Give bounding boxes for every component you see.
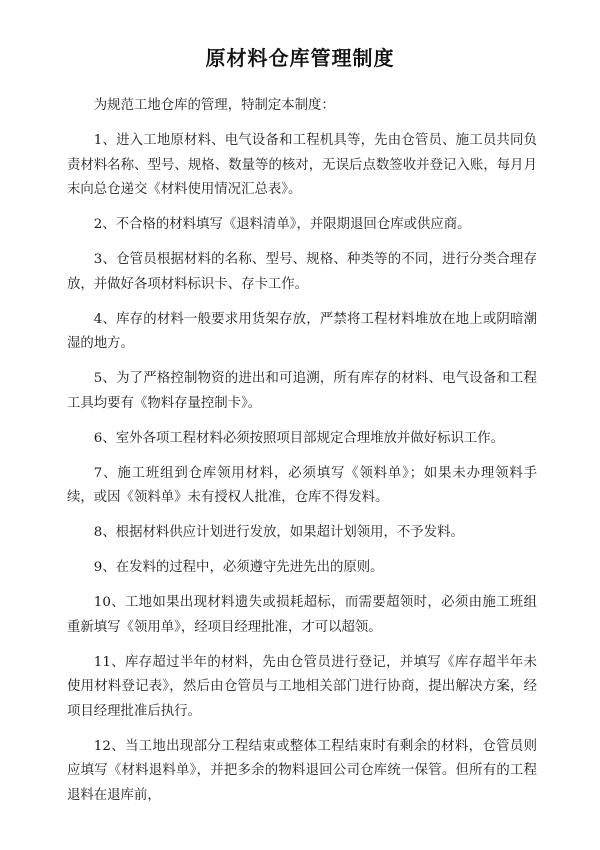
rule-paragraph-1: 1、进入工地原材料、电气设备和工程机具等，先由仓管员、施工员共同负责材料名称、型号、规格、数量等的核对，无误后点数签收并登记入账，每月月末向总仓递交《材料使用情况汇总表》。	[67, 133, 537, 197]
intro-paragraph: 为规范工地仓库的管理，特制定本制度：	[93, 98, 335, 113]
rule-paragraph-8: 8、根据材料供应计划进行发放，如果超计划领用，不予发料。	[93, 525, 464, 540]
rule-paragraph-7: 7、施工班组到仓库领用材料，必须填写《领料单》；如果未办理领料手续，或因《领料单》未有授权人批准，仓库不得发料。	[67, 465, 537, 505]
document-body	[67, 94, 537, 819]
rule-paragraph-4: 4、库存的材料一般要求用货架存放，严禁将工程材料堆放在地上或阴暗潮湿的地方。	[67, 311, 537, 351]
rule-paragraph-5: 5、为了严格控制物资的进出和可追溯，所有库存的材料、电气设备和工程工具均要有《物料存量控制卡》。	[67, 371, 537, 411]
rule-paragraph-10: 10、工地如果出现材料遗失或损耗超标，而需要超领时，必须由施工班组重新填写《领用单》，经项目经理批准，才可以超领。	[67, 595, 537, 635]
document-title: 原材料仓库管理制度	[205, 46, 395, 70]
rule-paragraph-2: 2、不合格的材料填写《退料清单》，并限期退回仓库或供应商。	[93, 217, 471, 232]
rule-paragraph-11: 11、库存超过半年的材料，先由仓管员进行登记，并填写《库存超半年未使用材料登记表》，然后由仓管员与工地相关部门进行协商，提出解决方案，经项目经理批准后执行。	[67, 654, 537, 719]
rule-paragraph-6: 6、室外各项工程材料必须按照项目部规定合理堆放并做好标识工作。	[93, 430, 505, 446]
rule-paragraph-9: 9、在发料的过程中，必须遵守先进先出的原则。	[93, 560, 384, 575]
rule-paragraph-12: 12、当工地出现部分工程结束或整体工程结束时有剩余的材料，仓管员则应填写《材料退料单》，并把多余的物料退回公司仓库统一保管。但所有的工程退料在退库前，	[67, 738, 537, 803]
rule-paragraph-3: 3、仓管员根据材料的名称、型号、规格、种类等的不同，进行分类合理存放，并做好各项材料标识卡、存卡工作。	[67, 252, 537, 292]
